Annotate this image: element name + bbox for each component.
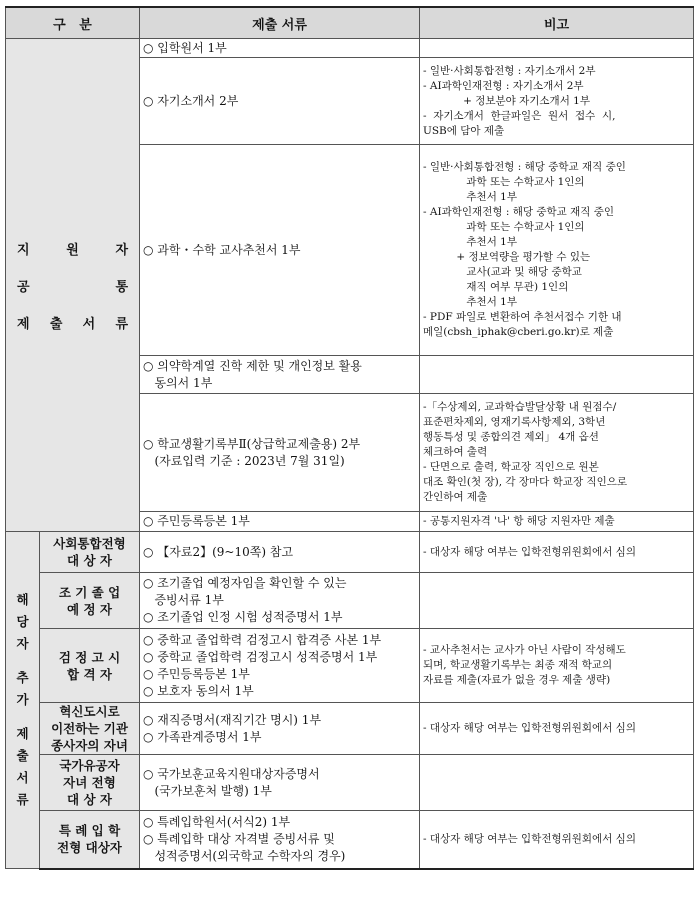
remark-cell bbox=[420, 356, 694, 394]
remark-cell bbox=[420, 58, 694, 145]
category-char: 추 bbox=[16, 670, 29, 685]
target-label-line: 대 상 자 bbox=[67, 792, 112, 807]
category-char: 원 bbox=[66, 242, 79, 258]
remark-cell bbox=[420, 811, 694, 869]
specific-row bbox=[6, 629, 694, 703]
target-label-cell bbox=[40, 573, 140, 629]
document-cell bbox=[140, 532, 420, 573]
target-label-cell bbox=[40, 703, 140, 755]
document-line: ○ 입학원서 1부 bbox=[143, 40, 227, 55]
remark-line: 간인하여 제출 bbox=[423, 491, 488, 503]
target-label-line: 이전하는 기관 bbox=[51, 721, 128, 736]
remark-line: USB에 담아 제출 bbox=[423, 124, 505, 137]
document-line: ○ 중학교 졸업학력 검정고시 성적증명서 1부 bbox=[143, 649, 378, 664]
category-char: 당 bbox=[16, 614, 29, 629]
document-cell bbox=[140, 811, 420, 869]
document-line: ○ 조기졸업 인정 시험 성적증명서 1부 bbox=[143, 610, 343, 624]
category-char: 지 bbox=[17, 242, 30, 258]
remark-cell bbox=[420, 532, 694, 573]
remark-line: 행동특성 및 종합의견 제외」 4개 옵션 bbox=[423, 431, 599, 443]
remark-line: - AI과학인재전형 : 해당 중학교 재직 중인 bbox=[423, 206, 615, 218]
category-line bbox=[9, 239, 136, 258]
specific-row bbox=[6, 755, 694, 811]
submission-documents-table bbox=[5, 6, 694, 870]
document-cell bbox=[140, 573, 420, 629]
target-label-line: 검 정 고 시 bbox=[58, 649, 121, 665]
document-line: ○ 과학・수학 교사추천서 1부 bbox=[143, 242, 301, 257]
target-label-line: 국가유공자 bbox=[59, 758, 120, 773]
category-char: 자 bbox=[16, 636, 29, 651]
remark-line: 자료를 제출(자료가 없을 경우 제출 생략) bbox=[423, 674, 611, 686]
remark-line: - 자기소개서 한글파일은 원서 접수 시, bbox=[423, 109, 616, 122]
document-line: ○ 조기졸업 예정자임을 확인할 수 있는 bbox=[143, 576, 347, 590]
remark-cell bbox=[420, 394, 694, 512]
specific-row bbox=[6, 811, 694, 869]
remark-line: 되며, 학교생활기록부는 최종 재적 학교의 bbox=[423, 659, 613, 671]
remark-cell bbox=[420, 573, 694, 629]
common-category-label bbox=[6, 39, 140, 532]
common-section bbox=[6, 39, 694, 532]
category-char: 제 bbox=[16, 726, 29, 741]
common-row bbox=[6, 39, 694, 58]
document-line: ○ 【자료2】(9~10쪽) 참고 bbox=[143, 544, 294, 559]
remark-line: - 단면으로 출력, 학교장 직인으로 원본 bbox=[423, 461, 599, 473]
target-label-cell bbox=[40, 629, 140, 703]
target-label-cell bbox=[40, 755, 140, 811]
document-line: ○ 자기소개서 2부 bbox=[143, 93, 239, 108]
remark-cell bbox=[420, 703, 694, 755]
category-char: 해 bbox=[16, 592, 29, 607]
category-line bbox=[9, 276, 136, 295]
document-cell bbox=[140, 394, 420, 512]
document-line: ○ 국가보훈교육지원대상자증명서 bbox=[143, 766, 320, 781]
document-cell bbox=[140, 703, 420, 755]
document-line: 동의서 1부 bbox=[143, 375, 213, 390]
target-label-line: 합 격 자 bbox=[67, 666, 112, 682]
category-char: 류 bbox=[115, 316, 128, 332]
category-char: 통 bbox=[115, 279, 129, 295]
document-cell bbox=[140, 629, 420, 703]
remark-line: - PDF 파일로 변환하여 추천서접수 기한 내 bbox=[423, 311, 622, 323]
remark-line: 체크하여 출력 bbox=[423, 446, 488, 458]
remark-cell bbox=[420, 629, 694, 703]
document-line: ○ 재직증명서(재직기간 명시) 1부 bbox=[143, 712, 322, 727]
document-line: ○ 보호자 동의서 1부 bbox=[143, 683, 254, 698]
target-label-cell bbox=[40, 532, 140, 573]
document-line: ○ 주민등록등본 1부 bbox=[143, 514, 250, 528]
category-char: 서 bbox=[82, 316, 96, 332]
category-line bbox=[9, 313, 136, 332]
remark-line: + 정보분야 자기소개서 1부 bbox=[423, 94, 590, 107]
remark-line: - 교사추천서는 교사가 아닌 사람이 작성해도 bbox=[423, 644, 626, 656]
remark-line: - 대상자 해당 여부는 입학전형위원회에서 심의 bbox=[423, 545, 636, 558]
target-label-line: 특 례 입 학 bbox=[58, 823, 121, 839]
category-char: 제 bbox=[17, 316, 30, 332]
specific-row bbox=[6, 532, 694, 573]
target-label-cell bbox=[40, 811, 140, 869]
document-line: 성적증명서(외국학교 수학자의 경우) bbox=[143, 848, 346, 863]
specific-row bbox=[6, 703, 694, 755]
document-line: ○ 학교생활기록부Ⅱ(상급학교제출용) 2부 bbox=[143, 436, 361, 451]
remark-cell bbox=[420, 755, 694, 811]
document-line: ○ 특례입학 대상 자격별 증빙서류 및 bbox=[143, 831, 335, 846]
remark-line: - 일반·사회통합전형 : 자기소개서 2부 bbox=[423, 64, 596, 77]
remark-line: 메일(cbsh_iphak@cberi.go.kr)로 제출 bbox=[423, 326, 614, 338]
header-remarks: 비고 bbox=[420, 7, 694, 39]
target-label-line: 사회통합전형 bbox=[53, 536, 126, 551]
remark-line: 표준편차제외, 영재기록사항제외, 3학년 bbox=[423, 416, 606, 428]
target-label-line: 조 기 졸 업 bbox=[58, 584, 121, 600]
document-cell bbox=[140, 58, 420, 145]
document-cell bbox=[140, 512, 420, 532]
document-line: ○ 의약학계열 진학 제한 및 개인정보 활용 bbox=[143, 358, 362, 373]
document-line: (자료입력 기준 : 2023년 7월 31일) bbox=[143, 453, 345, 468]
specific-category-label bbox=[6, 532, 40, 869]
remark-line: 교사(교과 및 해당 중학교 bbox=[423, 266, 582, 278]
category-char: 서 bbox=[16, 770, 29, 785]
target-label-line: 혁신도시로 bbox=[59, 704, 120, 719]
category-char: 자 bbox=[115, 242, 128, 258]
specific-section bbox=[6, 532, 694, 869]
target-label-line: 예 정 자 bbox=[67, 601, 112, 617]
document-line: ○ 주민등록등본 1부 bbox=[143, 666, 250, 681]
document-line: ○ 중학교 졸업학력 검정고시 합격증 사본 1부 bbox=[143, 632, 382, 647]
document-line: 증빙서류 1부 bbox=[143, 593, 224, 607]
document-line: (국가보훈처 발행) 1부 bbox=[143, 783, 272, 798]
remark-line: 과학 또는 수학교사 1인의 bbox=[423, 221, 585, 233]
remark-line: - 일반·사회통합전형 : 해당 중학교 재직 중인 bbox=[423, 161, 626, 173]
header-row bbox=[6, 7, 694, 39]
remark-line: + 정보역량을 평가할 수 있는 bbox=[423, 251, 591, 263]
target-label-line: 전형 대상자 bbox=[57, 840, 122, 856]
remark-line: 재직 여부 무관) 1인의 bbox=[423, 281, 569, 293]
document-cell bbox=[140, 145, 420, 356]
remark-line: 추천서 1부 bbox=[423, 236, 517, 248]
target-label-line: 종사자의 자녀 bbox=[51, 738, 128, 753]
remark-line: - 대상자 해당 여부는 입학전형위원회에서 심의 bbox=[423, 832, 636, 845]
document-line: ○ 가족관계증명서 1부 bbox=[143, 729, 262, 744]
remark-cell bbox=[420, 39, 694, 58]
category-char: 출 bbox=[16, 748, 29, 763]
remark-cell bbox=[420, 145, 694, 356]
document-table-container bbox=[5, 6, 693, 870]
header-documents: 제출 서류 bbox=[140, 7, 420, 39]
specific-row bbox=[6, 573, 694, 629]
remark-line: 과학 또는 수학교사 1인의 bbox=[423, 176, 585, 188]
document-cell bbox=[140, 356, 420, 394]
category-char: 가 bbox=[16, 692, 29, 707]
document-cell bbox=[140, 39, 420, 58]
category-char: 출 bbox=[49, 316, 63, 332]
target-label-line: 대 상 자 bbox=[67, 553, 112, 568]
remark-line: - 대상자 해당 여부는 입학전형위원회에서 심의 bbox=[423, 722, 636, 734]
remark-cell bbox=[420, 512, 694, 532]
remark-line: - AI과학인재전형 : 자기소개서 2부 bbox=[423, 79, 584, 92]
header-category: 구 분 bbox=[6, 7, 140, 39]
remark-line: 추천서 1부 bbox=[423, 191, 517, 203]
document-cell bbox=[140, 755, 420, 811]
remark-line: 추천서 1부 bbox=[423, 296, 517, 308]
remark-line: 대조 확인(첫 장), 각 장마다 학교장 직인으로 bbox=[423, 476, 628, 488]
remark-line: -「수상제외, 교과학습발달상황 내 원점수/ bbox=[423, 401, 617, 413]
document-line: ○ 특례입학원서(서식2) 1부 bbox=[143, 814, 291, 829]
category-char: 공 bbox=[17, 279, 30, 295]
target-label-line: 자녀 전형 bbox=[63, 775, 116, 790]
category-char: 류 bbox=[16, 792, 29, 807]
remark-line: - 공통지원자격 '나' 항 해당 지원자만 제출 bbox=[423, 515, 615, 527]
